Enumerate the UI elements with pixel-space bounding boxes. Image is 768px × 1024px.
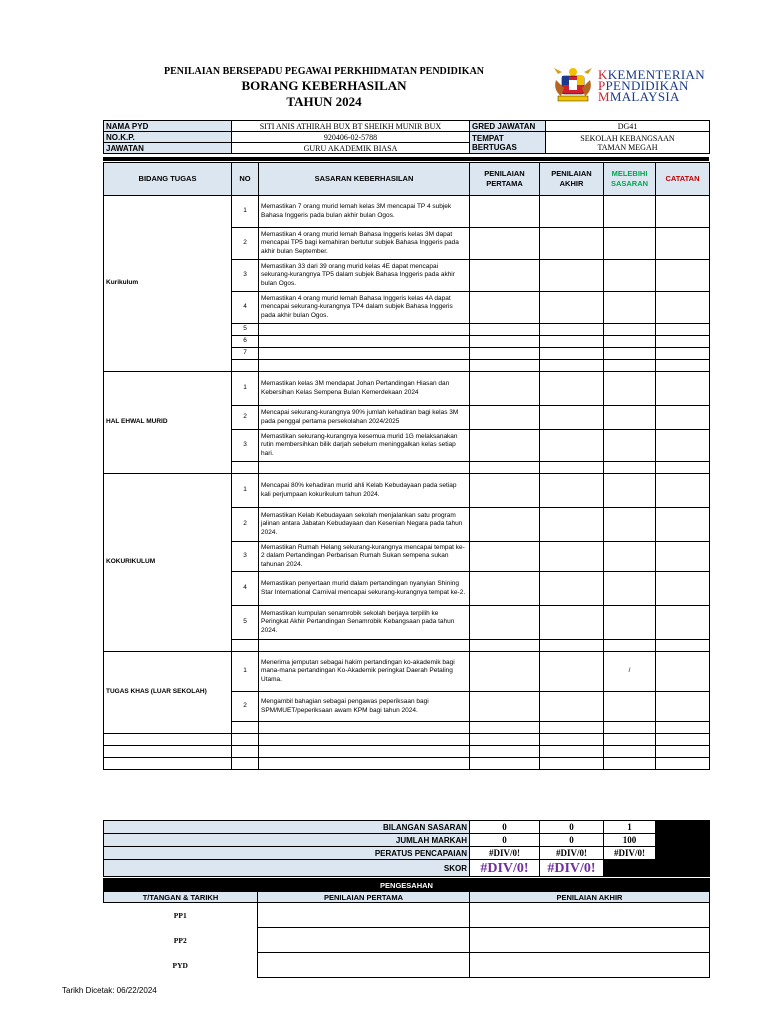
cell-melebihi[interactable] <box>604 542 656 572</box>
cell-pa[interactable] <box>540 260 604 292</box>
cell-catatan[interactable] <box>656 430 710 462</box>
cell-melebihi[interactable] <box>604 406 656 430</box>
cell-catatan[interactable] <box>656 336 710 348</box>
cell-pa[interactable] <box>540 196 604 228</box>
cell-pp[interactable] <box>470 572 540 606</box>
empty-cell <box>604 360 656 372</box>
cell-pa[interactable] <box>540 348 604 360</box>
cell-pa[interactable] <box>540 692 604 722</box>
col-bidang: BIDANG TUGAS <box>104 163 232 196</box>
peratus-label: PERATUS PENCAPAIAN <box>104 847 470 860</box>
empty-cell <box>540 360 604 372</box>
sasaran-text: Memastikan Rumah Helang sekurang-kurangnya mencapai tempat ke-2 dalam Pertandingan Perbarisan Rumah Sukan sempena sukan tahunan 2024. <box>259 542 470 572</box>
cell-melebihi[interactable] <box>604 572 656 606</box>
bilangan-pp: 0 <box>470 821 540 834</box>
skor-pp: #DIV/0! <box>470 860 540 877</box>
sig-pp1-akhir[interactable] <box>470 903 710 928</box>
empty-cell <box>259 734 470 746</box>
cell-catatan[interactable] <box>656 508 710 542</box>
cell-pp[interactable] <box>470 692 540 722</box>
sig-pyd-akhir[interactable] <box>470 953 710 978</box>
empty-cell <box>259 746 470 758</box>
cell-melebihi[interactable] <box>604 336 656 348</box>
peratus-melebihi: #DIV/0! <box>604 847 656 860</box>
cell-catatan[interactable] <box>656 228 710 260</box>
cell-pp[interactable] <box>470 260 540 292</box>
empty-row <box>104 734 710 746</box>
empty-cell <box>540 462 604 474</box>
cell-pp[interactable] <box>470 430 540 462</box>
cell-pp[interactable] <box>470 348 540 360</box>
bidang-3: TUGAS KHAS (LUAR SEKOLAH) <box>104 652 232 734</box>
sasaran-text: Mencapai sekurang-kurangnya 90% jumlah kehadiran bagi kelas 3M pada penggal pertama persekolahan 2024/2025 <box>259 406 470 430</box>
kpm-logo: KKEMENTERIAN PPENDIDIKAN MMALAYSIA <box>552 66 712 106</box>
cell-catatan[interactable] <box>656 348 710 360</box>
empty-cell <box>259 758 470 770</box>
empty-cell <box>470 640 540 652</box>
jawatan-label: JAWATAN <box>104 143 232 154</box>
empty-cell <box>232 746 259 758</box>
empty-cell <box>540 722 604 734</box>
skor-blackout <box>604 860 656 877</box>
cell-pp[interactable] <box>470 406 540 430</box>
cell-pp[interactable] <box>470 292 540 324</box>
empty-cell <box>259 360 470 372</box>
cell-catatan[interactable] <box>656 406 710 430</box>
sasaran-text: Mencapai 80% kehadiran murid ahli Kelab Kebudayaan pada setiap kali perjumpaan kokurikulum tahun 2024. <box>259 474 470 508</box>
row-no: 5 <box>232 606 259 640</box>
divider <box>103 157 709 161</box>
cell-pa[interactable] <box>540 508 604 542</box>
empty-cell <box>259 640 470 652</box>
cell-melebihi[interactable] <box>604 508 656 542</box>
empty-cell <box>259 722 470 734</box>
empty-cell <box>470 360 540 372</box>
cell-melebihi[interactable] <box>604 292 656 324</box>
nokp-value: 920406-02-5788 <box>232 132 470 143</box>
cell-melebihi[interactable] <box>604 196 656 228</box>
tempat-value: SEKOLAH KEBANGSAAN TAMAN MEGAH <box>546 132 710 154</box>
bilangan-label: BILANGAN SASARAN <box>104 821 470 834</box>
sasaran-table <box>103 162 710 770</box>
jumlah-label: JUMLAH MARKAH <box>104 834 470 847</box>
cell-pp[interactable] <box>470 508 540 542</box>
sasaran-text <box>259 324 470 336</box>
empty-cell <box>604 734 656 746</box>
cell-pp[interactable] <box>470 336 540 348</box>
pengesahan-col-pp: PENILAIAN PERTAMA <box>258 892 470 903</box>
empty-cell <box>604 746 656 758</box>
sasaran-text: Memastikan 33 dari 39 orang murid kelas 4E dapat mencapai sekurang-kurangnya TP5 dalam subjek Bahasa Inggeris pada akhir bulan Ogos. <box>259 260 470 292</box>
pengesahan-col-pa: PENILAIAN AKHIR <box>470 892 710 903</box>
col-catatan: CATATAN <box>656 163 710 196</box>
cell-melebihi[interactable] <box>604 474 656 508</box>
cell-catatan[interactable] <box>656 606 710 640</box>
cell-catatan[interactable] <box>656 324 710 336</box>
cell-pa[interactable] <box>540 228 604 260</box>
sasaran-text: Memastikan 4 orang murid lemah Bahasa Inggeris kelas 3M dapat mencapai TP5 bagi kemahiran bertutur subjek Bahasa Inggeris pada akhir bulan September. <box>259 228 470 260</box>
gred-value: DG41 <box>546 121 710 132</box>
sasaran-text: Mengambil bahagian sebagai pengawas peperiksaan bagi SPM/MUET/peperiksaan awam KPM bagi tahun 2024. <box>259 692 470 722</box>
sasaran-text: Menerima jemputan sebagai hakim pertandingan ko-akademik bagi mana-mana pertandingan Ko-Akademik peringkat Daerah Petaling Utama. <box>259 652 470 692</box>
cell-pa[interactable] <box>540 324 604 336</box>
row-no: 4 <box>232 572 259 606</box>
cell-pp[interactable] <box>470 652 540 692</box>
cell-catatan[interactable] <box>656 692 710 722</box>
row-no: 2 <box>232 406 259 430</box>
empty-cell <box>104 734 232 746</box>
empty-cell <box>259 462 470 474</box>
empty-cell <box>470 462 540 474</box>
cell-catatan[interactable] <box>656 260 710 292</box>
nokp-label: NO.K.P. <box>104 132 232 143</box>
row-no: 2 <box>232 508 259 542</box>
gred-label: GRED JAWATAN <box>470 121 546 132</box>
col-sasaran: SASARAN KEBERHASILAN <box>259 163 470 196</box>
table-row <box>104 474 710 508</box>
cell-pa[interactable] <box>540 606 604 640</box>
row-no: 1 <box>232 474 259 508</box>
peratus-pp: #DIV/0! <box>470 847 540 860</box>
row-no: 4 <box>232 292 259 324</box>
row-no: 1 <box>232 652 259 692</box>
skor-label: SKOR <box>104 860 470 877</box>
cell-catatan[interactable] <box>656 652 710 692</box>
empty-cell <box>470 734 540 746</box>
empty-cell <box>470 746 540 758</box>
tempat-label: TEMPAT BERTUGAS <box>470 132 546 154</box>
cell-melebihi[interactable] <box>604 606 656 640</box>
bilangan-melebihi: 1 <box>604 821 656 834</box>
cell-pa[interactable] <box>540 572 604 606</box>
empty-cell <box>656 640 710 652</box>
jumlah-pa: 0 <box>540 834 604 847</box>
pengesahan-table <box>103 878 710 978</box>
cell-pa[interactable] <box>540 430 604 462</box>
row-no: 3 <box>232 542 259 572</box>
bidang-0: Kurikulum <box>104 196 232 372</box>
row-no: 7 <box>232 348 259 360</box>
empty-cell <box>232 734 259 746</box>
cell-pp[interactable] <box>470 372 540 406</box>
row-no: 1 <box>232 372 259 406</box>
cell-pp[interactable] <box>470 542 540 572</box>
cell-pa[interactable] <box>540 372 604 406</box>
row-no: 2 <box>232 692 259 722</box>
cell-pp[interactable] <box>470 474 540 508</box>
sig-pp2-label: PP2 <box>173 935 187 945</box>
cell-catatan[interactable] <box>656 292 710 324</box>
table-row <box>104 652 710 692</box>
sig-pyd-label: PYD <box>172 960 188 970</box>
cell-pa[interactable] <box>540 336 604 348</box>
sasaran-text: Memastikan kumpulan senamrobik sekolah berjaya terpilih ke Peringkat Akhir Pertandingan Senamrobik Kebangsaan pada tahun 2024. <box>259 606 470 640</box>
sasaran-text: Memastikan kelas 3M mendapat Johan Pertandingan Hiasan dan Kebersihan Kelas Sempena Bulan Kemerdekaan 2024 <box>259 372 470 406</box>
cell-pa[interactable] <box>540 474 604 508</box>
empty-cell <box>232 462 259 474</box>
empty-cell <box>604 462 656 474</box>
empty-cell <box>232 758 259 770</box>
empty-cell <box>656 758 710 770</box>
empty-cell <box>656 734 710 746</box>
form-year: TAHUN 2024 <box>286 94 362 109</box>
col-penilaian-akhir: PENILAIAN AKHIR <box>540 163 604 196</box>
cell-melebihi[interactable] <box>604 372 656 406</box>
empty-cell <box>470 722 540 734</box>
cell-pp[interactable] <box>470 228 540 260</box>
empty-row <box>104 758 710 770</box>
empty-cell <box>656 360 710 372</box>
empty-cell <box>104 746 232 758</box>
col-penilaian-pertama: PENILAIAN PERTAMA <box>470 163 540 196</box>
sig-pyd-pertama[interactable] <box>258 953 470 978</box>
nama-value: SITI ANIS ATHIRAH BUX BT SHEIKH MUNIR BUX <box>232 121 470 132</box>
cell-melebihi[interactable] <box>604 692 656 722</box>
peratus-pa: #DIV/0! <box>540 847 604 860</box>
cell-melebihi[interactable]: / <box>604 652 656 692</box>
jumlah-melebihi: 100 <box>604 834 656 847</box>
empty-row <box>104 746 710 758</box>
form-header-line1: PENILAIAN BERSEPADU PEGAWAI PERKHIDMATAN PENDIDIKAN <box>163 66 485 77</box>
cell-melebihi[interactable] <box>604 348 656 360</box>
empty-cell <box>470 758 540 770</box>
sasaran-text <box>259 336 470 348</box>
col-no: NO <box>232 163 259 196</box>
info-table <box>103 120 710 154</box>
empty-cell <box>656 462 710 474</box>
empty-cell <box>232 722 259 734</box>
cell-catatan[interactable] <box>656 572 710 606</box>
bidang-2: KOKURIKULUM <box>104 474 232 652</box>
sasaran-text: Memastikan Kelab Kebudayaan sekolah menjalankan satu program jalinan antara Jabatan Kebudayaan dan Kesenian Negara pada tahun 2024. <box>259 508 470 542</box>
cell-pa[interactable] <box>540 542 604 572</box>
sig-pp2-akhir[interactable] <box>470 928 710 953</box>
nama-label: NAMA PYD <box>104 121 232 132</box>
col-melebihi: MELEBIHI SASARAN <box>604 163 656 196</box>
row-no: 1 <box>232 196 259 228</box>
empty-cell <box>540 640 604 652</box>
bidang-1: HAL EHWAL MURID <box>104 372 232 474</box>
row-no: 5 <box>232 324 259 336</box>
jawatan-value: GURU AKADEMIK BIASA <box>232 143 470 154</box>
cell-melebihi[interactable] <box>604 430 656 462</box>
cell-pa[interactable] <box>540 652 604 692</box>
row-no: 3 <box>232 260 259 292</box>
row-no: 2 <box>232 228 259 260</box>
cell-pa[interactable] <box>540 406 604 430</box>
empty-cell <box>656 722 710 734</box>
cell-catatan[interactable] <box>656 196 710 228</box>
catatan-blackout <box>656 821 710 877</box>
row-no: 6 <box>232 336 259 348</box>
sasaran-text: Memastikan 4 orang murid lemah Bahasa Inggeris kelas 4A dapat mencapai sekurang-kurangnya TP4 dalam subjek Bahasa Inggeris pada akhir bulan Ogos. <box>259 292 470 324</box>
empty-cell <box>104 758 232 770</box>
table-row <box>104 372 710 406</box>
sasaran-text: Memastikan penyertaan murid dalam pertandingan nyanyian Shining Star International Carnival mencapai sekurang-kurangnya tempat ke-2. <box>259 572 470 606</box>
summary-table <box>103 820 710 877</box>
cell-melebihi[interactable] <box>604 324 656 336</box>
sasaran-text: Memastikan sekurang-kurangnya kesemua murid 1G melaksanakan rutin membersihkan bilik darjah sebelum meninggalkan kelas setiap hari. <box>259 430 470 462</box>
row-no: 3 <box>232 430 259 462</box>
cell-pp[interactable] <box>470 606 540 640</box>
sig-pp2-pertama[interactable] <box>258 928 470 953</box>
bilangan-pa: 0 <box>540 821 604 834</box>
empty-cell <box>540 734 604 746</box>
empty-cell <box>232 360 259 372</box>
empty-cell <box>232 640 259 652</box>
sasaran-text <box>259 348 470 360</box>
skor-pa: #DIV/0! <box>540 860 604 877</box>
empty-cell <box>604 722 656 734</box>
sig-pp1-label: PP1 <box>173 910 187 920</box>
empty-cell <box>656 746 710 758</box>
empty-cell <box>540 758 604 770</box>
sasaran-text: Memastikan 7 orang murid lemah kelas 3M mencapai TP 4 subjek Bahasa Inggeris pada bulan akhir bulan Ogos. <box>259 196 470 228</box>
cell-catatan[interactable] <box>656 372 710 406</box>
sig-pp1-pertama[interactable] <box>258 903 470 928</box>
form-title: BORANG KEBERHASILAN <box>241 78 407 93</box>
cell-catatan[interactable] <box>656 542 710 572</box>
print-date: Tarikh Dicetak: 06/22/2024 <box>62 986 157 995</box>
cell-catatan[interactable] <box>656 474 710 508</box>
cell-melebihi[interactable] <box>604 260 656 292</box>
cell-melebihi[interactable] <box>604 228 656 260</box>
empty-cell <box>604 640 656 652</box>
cell-pp[interactable] <box>470 196 540 228</box>
crest-icon <box>552 66 594 104</box>
jumlah-pp: 0 <box>470 834 540 847</box>
pengesahan-title: PENGESAHAN <box>104 879 710 892</box>
cell-pa[interactable] <box>540 292 604 324</box>
empty-cell <box>540 746 604 758</box>
table-row <box>104 196 710 228</box>
empty-cell <box>604 758 656 770</box>
cell-pp[interactable] <box>470 324 540 336</box>
pengesahan-col-ttangan: T/TANGAN & TARIKH <box>104 892 258 903</box>
